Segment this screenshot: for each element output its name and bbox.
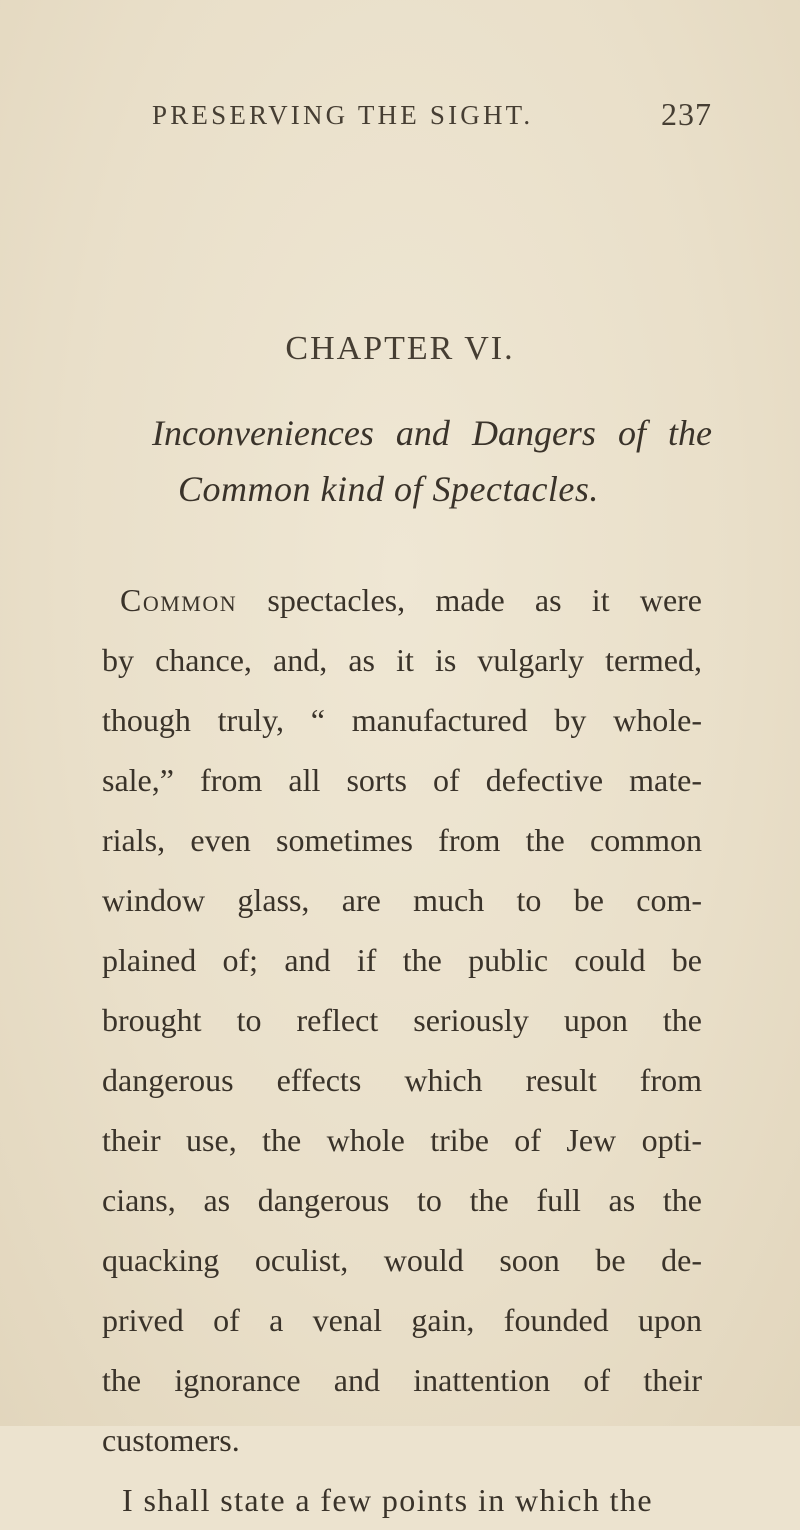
running-head [152,96,712,140]
text-line: rials, even sometimes from the common [102,822,702,858]
text-line: plained of; and if the public could be [102,942,702,978]
text-line: sale,” from all sorts of defective mate- [102,762,702,798]
text-line [102,570,702,630]
subtitle-line-1: Inconveniences and Dangers of the [152,413,712,453]
chapter-heading: CHAPTER VI. [285,330,515,367]
text-line-rest: spectacles, made as it were [237,582,702,618]
text-line: by chance, and, as it is vulgarly termed, [102,642,702,678]
text-line: cians, as dangerous to the full as the [102,1182,702,1218]
body-paragraph [102,570,702,1530]
chapter-subtitle [152,405,712,517]
text-line: brought to reflect seriously upon the [102,1002,702,1038]
text-line: though truly, “ manufactured by whole- [102,702,702,738]
text-line: I shall state a few points in which the [122,1482,653,1518]
text-line: customers. [102,1422,240,1458]
text-line: dangerous effects which result from [102,1062,702,1098]
text-line: quacking oculist, would soon be de- [102,1242,702,1278]
subtitle-line-2: Common kind of Spectacles. [178,469,599,509]
text-line: their use, the whole tribe of Jew opti- [102,1122,702,1158]
running-head-title: PRESERVING THE SIGHT. [152,100,534,130]
lead-word: Common [120,582,238,618]
page-number: 237 [661,96,712,132]
text-line: the ignorance and inattention of their [102,1362,702,1398]
text-line: prived of a venal gain, founded upon [102,1302,702,1338]
text-line: window glass, are much to be com- [102,882,702,918]
